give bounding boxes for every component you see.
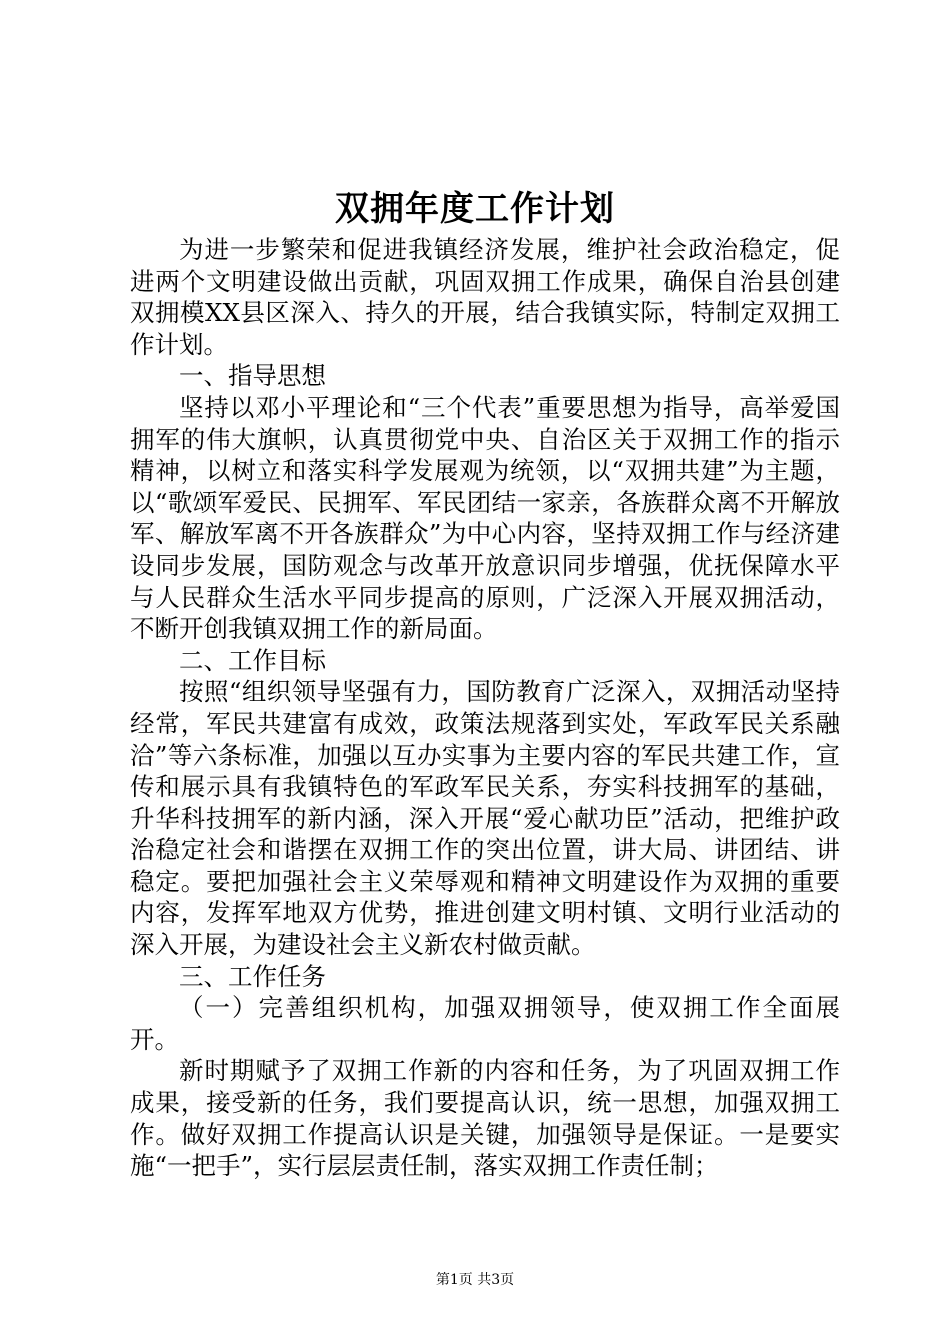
document-body: [130, 234, 840, 1182]
page-footer: 第1页 共3页: [435, 1272, 515, 1288]
section-heading-work-tasks: 三、工作任务: [179, 961, 326, 991]
document-title: 双拥年度工作计划: [335, 189, 615, 229]
subheading-task-one: （一）完善组织机构，加强双拥领导，使双拥工作全面展开。: [130, 993, 840, 1054]
section-heading-guiding-thought: 一、指导思想: [179, 361, 326, 391]
paragraph-guiding-thought: 坚持以邓小平理论和“三个代表”重要思想为指导，高举爱国拥军的伟大旗帜，认真贯彻党中央、自治区关于双拥工作的指示精神，以树立和落实科学发展观为统领，以“双拥共建”为主题，以“歌颂军爱民、民拥军、军民团结一家亲，各族群众离不开解放军、解放军离不开各族群众”为中心内容，坚持双拥工作与经济建设同步发展，国防观念与改革开放意识同步增强，优抚保障水平与人民群众生活水平同步提高的原则，广泛深入开展双拥活动，不断开创我镇双拥工作的新局面。: [130, 392, 840, 644]
paragraph-task-one: 新时期赋予了双拥工作新的内容和任务，为了巩固双拥工作成果，接受新的任务，我们要提高认识，统一思想，加强双拥工作。做好双拥工作提高认识是关键，加强领导是保证。一是要实施“一把手”，实行层层责任制，落实双拥工作责任制；: [130, 1056, 840, 1181]
section-heading-work-goals: 二、工作目标: [179, 645, 326, 675]
paragraph-intro: 为进一步繁荣和促进我镇经济发展，维护社会政治稳定，促进两个文明建设做出贡献，巩固双拥工作成果，确保自治县创建双拥模XX县区深入、持久的开展，结合我镇实际，特制定双拥工作计划。: [130, 235, 840, 359]
paragraph-work-goals: 按照“组织领导坚强有力，国防教育广泛深入，双拥活动坚持经常，军民共建富有成效，政策法规落到实处，军政军民关系融洽”等六条标准，加强以互办实事为主要内容的军民共建工作，宣传和展示具有我镇特色的军政军民关系，夯实科技拥军的基础，升华科技拥军的新内涵，深入开展“爱心献功臣”活动，把维护政治稳定社会和谐摆在双拥工作的突出位置，讲大局、讲团结、讲稳定。要把加强社会主义荣辱观和精神文明建设作为双拥的重要内容，发挥军地双方优势，推进创建文明村镇、文明行业活动的深入开展，为建设社会主义新农村做贡献。: [130, 677, 840, 960]
